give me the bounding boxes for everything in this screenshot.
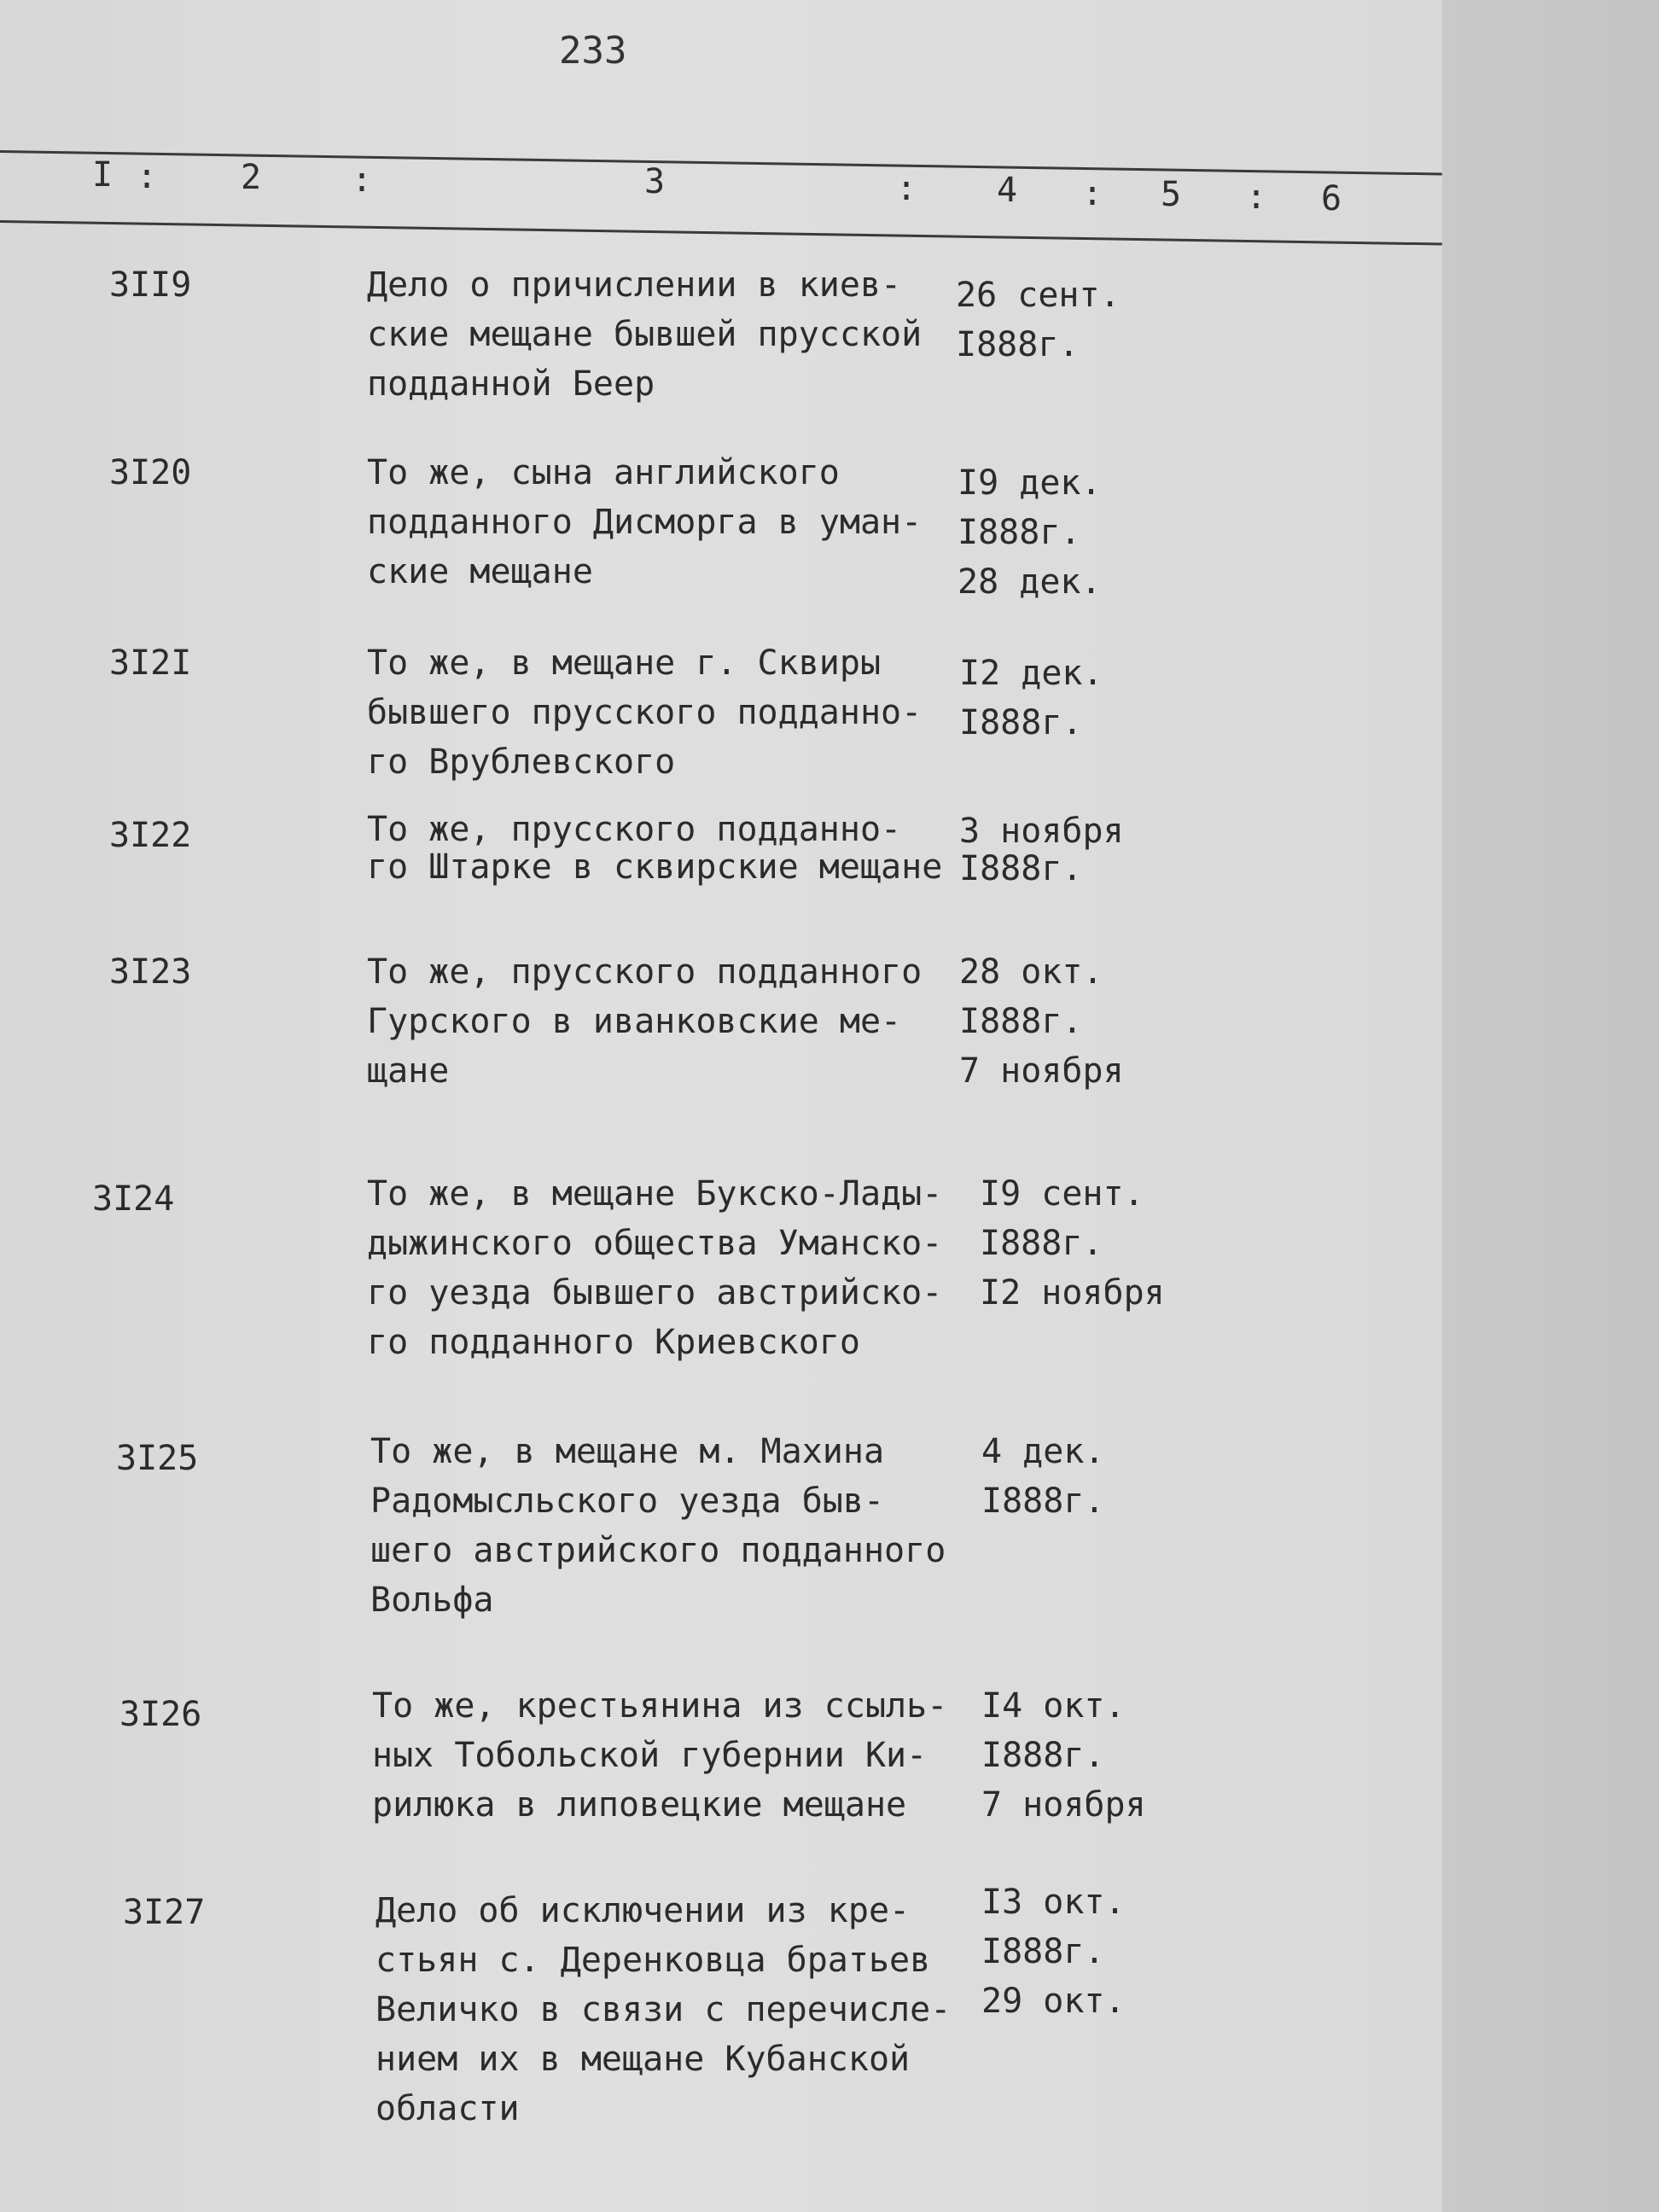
description-line: То же, в мещане Букско-Лады- <box>367 1174 943 1214</box>
description-line: рилюка в липовецкие мещане <box>372 1785 907 1825</box>
description-line: То же, в мещане м. Махина <box>370 1432 885 1471</box>
entry-description <box>367 448 922 597</box>
entry-number: 3I26 <box>119 1695 202 1734</box>
description-line: го уезда бывшего австрийско- <box>367 1273 943 1313</box>
date-line: I9 сент. <box>980 1174 1144 1214</box>
entry-number: 3I23 <box>109 952 192 992</box>
date-line: I888г. <box>981 1736 1105 1775</box>
entry-number: 3I24 <box>92 1179 175 1219</box>
date-line: I888г. <box>959 703 1083 742</box>
column-separator: : <box>137 157 158 196</box>
description-line: го подданного Криевского <box>367 1323 860 1362</box>
date-line: 3 ноября <box>959 812 1124 851</box>
date-line: I2 дек. <box>959 654 1103 693</box>
paper-edge <box>1442 0 1659 2212</box>
entry-description <box>367 1169 942 1367</box>
date-line: 29 окт. <box>981 1982 1126 2021</box>
entry-dates <box>956 271 1121 370</box>
description-line: подданной Беер <box>367 364 655 404</box>
description-line: нием их в мещане Кубанской <box>375 2040 911 2079</box>
entry-number: 3I20 <box>109 453 192 492</box>
description-line: ных Тобольской губернии Ки- <box>372 1736 928 1775</box>
date-line: 26 сент. <box>956 276 1121 315</box>
entry-dates <box>958 458 1102 607</box>
column-separator: : <box>896 169 917 208</box>
column-header-6: 6 <box>1321 179 1342 218</box>
description-line: ские мещане бывшей прусской <box>367 315 923 354</box>
column-separator: : <box>352 160 373 200</box>
date-line: I888г. <box>959 849 1083 888</box>
description-line: бывшего прусского подданно- <box>367 693 923 732</box>
column-header-5: 5 <box>1161 175 1182 214</box>
date-line: 28 окт. <box>959 952 1103 992</box>
description-line: области <box>375 2089 520 2128</box>
entry-description <box>372 1681 947 1830</box>
entry-number: 3II9 <box>109 265 192 305</box>
description-line: Гурского в иванковские ме- <box>367 1002 902 1041</box>
description-line: дыжинского общества Уманско- <box>367 1224 943 1263</box>
date-line: I4 окт. <box>981 1686 1126 1726</box>
description-line: То же, сына английского <box>367 453 840 492</box>
entry-dates <box>959 947 1124 1096</box>
date-line: 7 ноября <box>959 1051 1124 1091</box>
description-line: стьян с. Деренковца братьев <box>375 1941 931 1980</box>
column-header-4: 4 <box>997 171 1018 210</box>
column-separator: : <box>1246 178 1267 217</box>
description-line: То же, прусского подданного <box>367 952 923 992</box>
entry-description <box>367 947 922 1096</box>
entry-description <box>367 638 922 787</box>
date-line: 4 дек. <box>981 1432 1105 1471</box>
date-line: I3 окт. <box>981 1883 1126 1922</box>
entry-dates <box>980 1169 1165 1318</box>
entry-number: 3I22 <box>109 816 192 855</box>
column-separator: : <box>1082 174 1103 213</box>
column-header-3: 3 <box>644 162 666 201</box>
description-line: шего австрийского подданного <box>370 1531 946 1570</box>
entry-dates <box>981 1681 1146 1830</box>
entry-number: 3I27 <box>123 1893 206 1932</box>
entry-description <box>367 811 942 886</box>
column-header-2: 2 <box>241 158 262 197</box>
description-line: То же, прусского подданно- <box>367 810 902 849</box>
entry-number: 3I25 <box>116 1439 199 1478</box>
page-number: 233 <box>559 29 627 73</box>
entry-dates <box>981 1427 1105 1526</box>
date-line: I888г. <box>959 1002 1083 1041</box>
description-line: ские мещане <box>367 552 593 591</box>
date-line: I888г. <box>980 1224 1103 1263</box>
description-line: Дело о причислении в киев- <box>367 265 902 305</box>
description-line: щане <box>367 1051 450 1091</box>
entry-description <box>370 1427 946 1625</box>
date-line: I2 ноября <box>980 1273 1165 1313</box>
entry-dates <box>959 649 1103 748</box>
entry-description <box>367 260 922 409</box>
description-line: подданного Дисморга в уман- <box>367 503 923 542</box>
description-line: То же, в мещане г. Сквиры <box>367 643 882 683</box>
date-line: I888г. <box>981 1481 1105 1521</box>
date-line: I888г. <box>958 513 1081 552</box>
date-line: I888г. <box>956 325 1080 364</box>
description-line: Радомысльского уезда быв- <box>370 1481 885 1521</box>
description-line: Дело об исключении из кре- <box>375 1891 911 1930</box>
description-line: го Штарке в сквирские мещане <box>367 847 943 887</box>
description-line: Величко в связи с перечисле- <box>375 1990 952 2029</box>
entry-dates <box>981 1877 1126 2026</box>
date-line: 28 дек. <box>958 562 1102 602</box>
description-line: Вольфа <box>370 1580 494 1620</box>
date-line: I9 дек. <box>958 463 1102 503</box>
column-header-1: I <box>92 155 114 195</box>
description-line: го Врублевского <box>367 742 676 782</box>
date-line: I888г. <box>981 1932 1105 1971</box>
entry-number: 3I2I <box>109 643 192 683</box>
date-line: 7 ноября <box>981 1785 1146 1825</box>
entry-description <box>375 1886 951 2133</box>
description-line: То же, крестьянина из ссыль- <box>372 1686 948 1726</box>
entry-dates <box>959 812 1124 888</box>
